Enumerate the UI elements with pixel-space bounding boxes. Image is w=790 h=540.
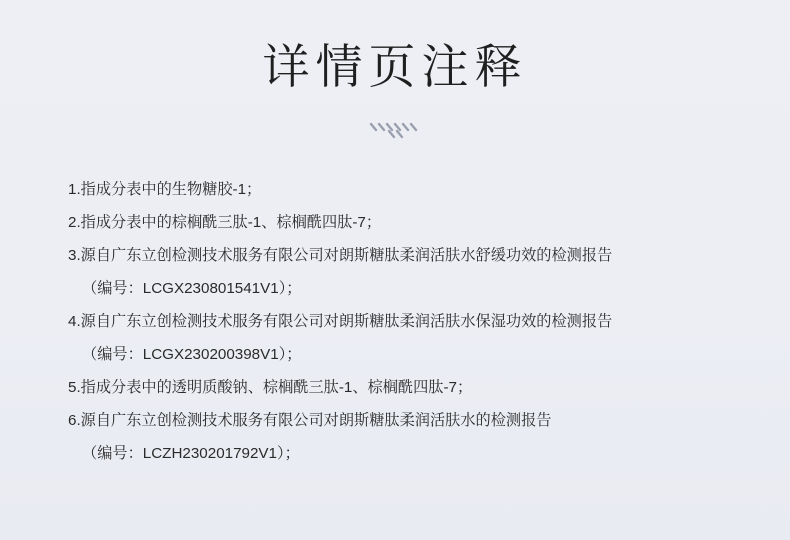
note-text: 6.源自广东立创检测技术服务有限公司对朗斯糖肽柔润活肤水的检测报告 [68,411,552,429]
notes-list [0,173,790,470]
note-text: 2.指成分表中的棕榈酰三肽-1、棕榈酰四肽-7； [68,213,382,231]
chevron-decoration-icon [0,119,790,145]
note-text: 1.指成分表中的生物糖胶-1； [68,180,262,198]
note-text: 5.指成分表中的透明质酸钠、棕榈酰三肽-1、棕榈酰四肽-7； [68,378,473,396]
list-item [68,206,726,239]
list-item [68,404,726,470]
note-text: 4.源自广东立创检测技术服务有限公司对朗斯糖肽柔润活肤水保湿功效的检测报告 [68,312,613,330]
list-item [68,239,726,305]
note-text: 3.源自广东立创检测技术服务有限公司对朗斯糖肽柔润活肤水舒缓功效的检测报告 [68,246,613,264]
note-text-continuation: （编号：LCZH230201792V1）； [82,444,300,462]
list-item [68,371,726,404]
note-text-continuation: （编号：LCGX230801541V1）； [82,279,302,297]
list-item [68,173,726,206]
note-text-continuation: （编号：LCGX230200398V1）； [82,345,302,363]
page-title: 详情页注释 [262,40,528,93]
list-item [68,305,726,371]
